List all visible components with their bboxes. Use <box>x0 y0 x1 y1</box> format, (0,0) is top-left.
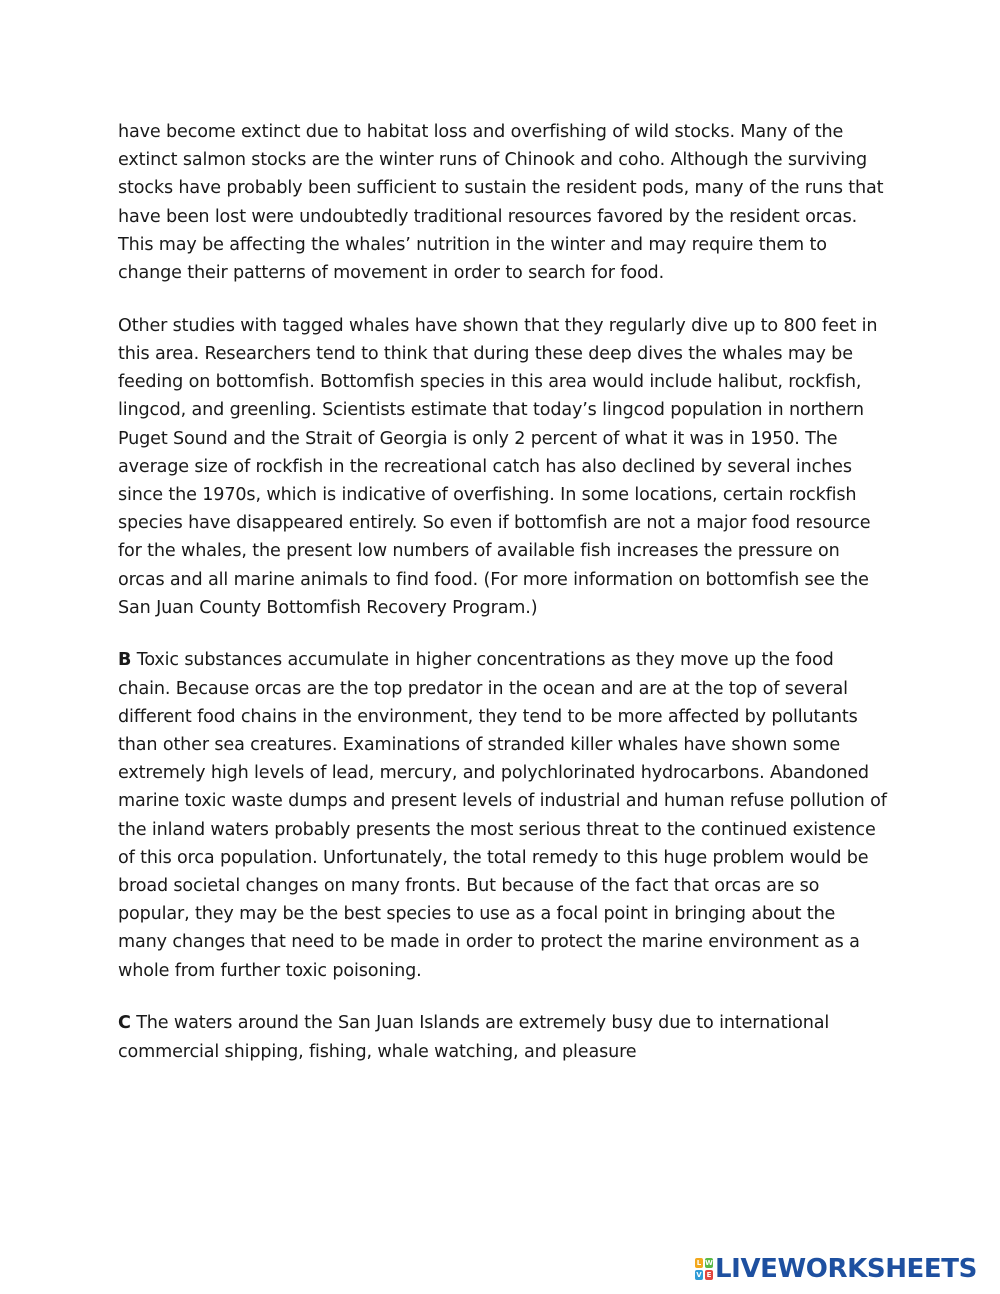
liveworksheets-logo <box>694 1254 977 1284</box>
paragraph-text: have become extinct due to habitat loss and overfishing of wild stocks. Many of the extinct salmon stocks are the winter runs of Chinook and coho. Although the surviving stocks have probably been sufficient to sustain the resident pods, many of the runs that have been lost were undoubtedly traditional resources favored by the resident orcas. This may be affecting the whales’ nutrition in the winter and may require them to change their patterns of movement in order to search for food. <box>118 122 884 284</box>
liveworksheets-logo-icon <box>694 1257 714 1281</box>
logo-text: LIVEWORKSHEETS <box>715 1254 977 1284</box>
logo-tile-icon: L <box>696 1259 702 1267</box>
logo-tile-icon: E <box>706 1271 712 1279</box>
paragraph-salmon-decline <box>118 118 888 287</box>
section-letter-b: B <box>118 650 132 671</box>
section-letter-c: C <box>118 1013 131 1034</box>
document-body <box>118 118 888 1066</box>
logo-tile-icon: W <box>705 1259 713 1267</box>
logo-tile-icon: V <box>696 1271 702 1279</box>
paragraph-text: Toxic substances accumulate in higher concentrations as they move up the food chain. Because orcas are the top predator in the ocean and are at the top of several different food chains in the environment, they tend to be more affected by pollutants than other sea creatures. Examinations of stranded killer whales have shown some extremely high levels of lead, mercury, and polychlorinated hydrocarbons. Abandoned marine toxic waste dumps and present levels of industrial and human refuse pollution of the inland waters probably presents the most serious threat to the continued existence of this orca population. Unfortunately, the total remedy to this huge problem would be broad societal changes on many fronts. But because of the fact that orcas are so popular, they may be the best species to use as a focal point in bringing about the many changes that need to be made in order to protect the marine environment as a whole from further toxic poisoning. <box>118 650 887 981</box>
paragraph-section-b <box>118 646 888 984</box>
paragraph-bottomfish <box>118 312 888 622</box>
paragraph-section-c <box>118 1009 888 1065</box>
paragraph-text: Other studies with tagged whales have shown that they regularly dive up to 800 feet in this area. Researchers tend to think that during these deep dives the whales may be feeding on bottomfish. Bottomfish species in this area would include halibut, rockfish, lingcod, and greenling. Scientists estimate that today’s lingcod population in northern Puget Sound and the Strait of Georgia is only 2 percent of what it was in 1950. The average size of rockfish in the recreational catch has also declined by several inches since the 1970s, which is indicative of overfishing. In some locations, certain rockfish species have disappeared entirely. So even if bottomfish are not a major food resource for the whales, the present low numbers of available fish increases the pressure on orcas and all marine animals to find food. (For more information on bottomfish see the San Juan County Bottomfish Recovery Program.) <box>118 315 878 618</box>
paragraph-text: The waters around the San Juan Islands are extremely busy due to international commercial shipping, fishing, whale watching, and pleasure <box>118 1013 830 1062</box>
